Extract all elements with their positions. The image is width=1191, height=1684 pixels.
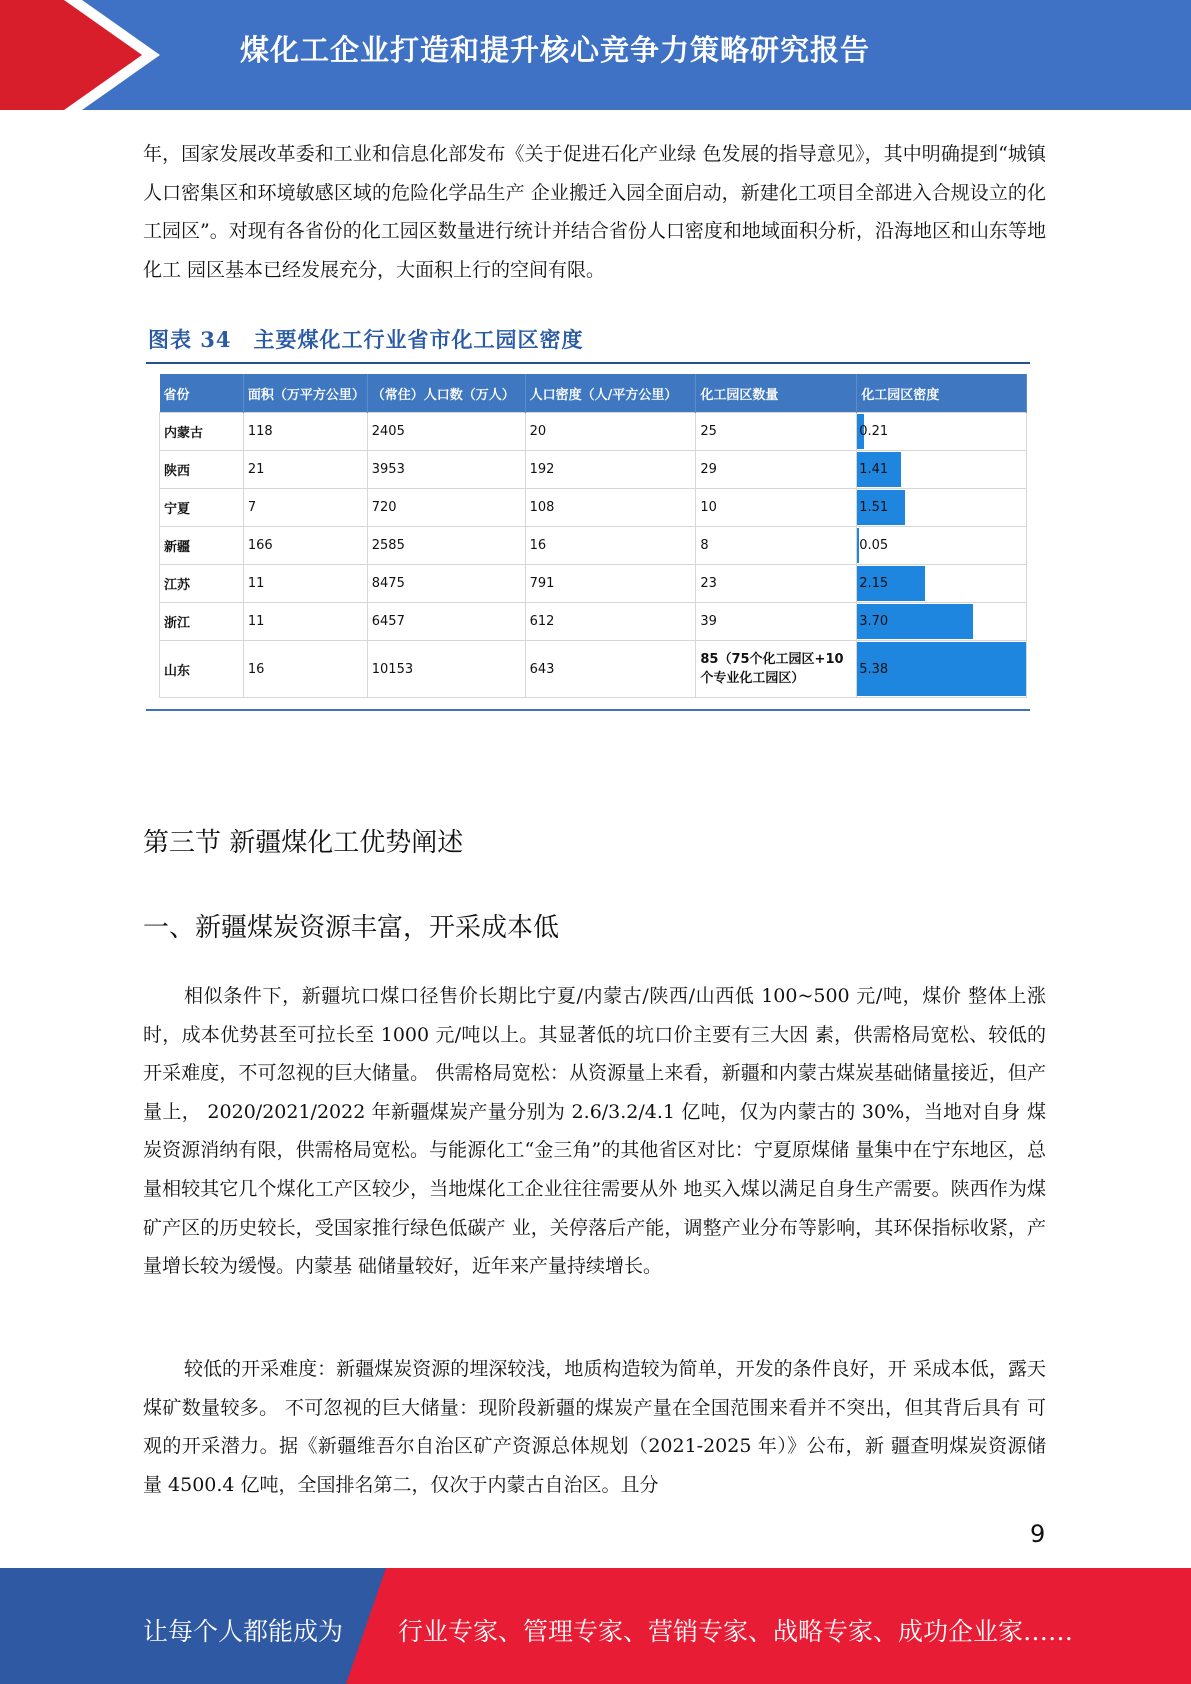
cell-area: 16 (243, 641, 367, 698)
cell-park-density (857, 489, 1027, 527)
page-number: 9 (1030, 1520, 1046, 1548)
table-row (160, 603, 1027, 641)
park-density-value: 1.41 (859, 462, 889, 477)
cell-population: 2585 (367, 527, 525, 565)
cell-parks: 25 (696, 413, 857, 451)
cell-density: 192 (525, 451, 696, 489)
footer-slogan-right: 行业专家、管理专家、营销专家、战略专家、成功企业家…… (398, 1617, 1074, 1646)
cell-park-density (857, 641, 1027, 698)
park-density-value: 0.05 (859, 538, 889, 553)
figure-title: 图表 34 主要煤化工行业省市化工园区密度 (148, 327, 584, 352)
cell-park-density (857, 527, 1027, 565)
cell-area: 11 (243, 603, 367, 641)
table-row (160, 527, 1027, 565)
table-row (160, 451, 1027, 489)
cell-density: 16 (525, 527, 696, 565)
cell-area: 11 (243, 565, 367, 603)
cell-area: 118 (243, 413, 367, 451)
figure-top-rule (146, 362, 1030, 364)
park-density-value: 2.15 (859, 576, 889, 591)
header-province: 省份 (160, 374, 244, 413)
red-chevron-decoration (0, 0, 160, 110)
table-row (160, 641, 1027, 698)
cell-parks: 23 (696, 565, 857, 603)
header-population: （常住）人口数（万人） (367, 374, 525, 413)
footer-slogan-left: 让每个人都能成为 (143, 1617, 344, 1646)
cell-area: 7 (243, 489, 367, 527)
table-row (160, 565, 1027, 603)
cell-province: 宁夏 (160, 489, 244, 527)
cell-density: 20 (525, 413, 696, 451)
cell-province: 陕西 (160, 451, 244, 489)
park-density-value: 3.70 (859, 614, 889, 629)
cell-province: 新疆 (160, 527, 244, 565)
page-header (0, 0, 1191, 110)
page-footer (0, 1568, 1191, 1684)
table-row (160, 489, 1027, 527)
intro-paragraph: 年，国家发展改革委和工业和信息化部发布《关于促进石化产业绿 色发展的指导意见》，其中明确提到“城镇人口密集区和环境敏感区域的危险化学品生产 企业搬迁入园全面启动，新建化工项目全部进入合规设立的化工园区”。对现有各省份的化工园区数量进行统计并结合省份人口密度和地域面积分析，沿海地区和山东等地化工 园区基本已经发展充分，大面积上行的空间有限。 (143, 143, 1046, 281)
table-row (160, 413, 1027, 451)
cell-park-density (857, 603, 1027, 641)
cell-park-density (857, 451, 1027, 489)
cell-population: 6457 (367, 603, 525, 641)
cell-density: 108 (525, 489, 696, 527)
header-area: 面积（万平方公里） (243, 374, 367, 413)
cell-province: 内蒙古 (160, 413, 244, 451)
body-paragraph-1: 相似条件下，新疆坑口煤口径售价长期比宁夏/内蒙古/陕西/山西低 100~500 元/吨，煤价 整体上涨时，成本优势甚至可拉长至 1000 元/吨以上。其显著低的坑口价主要有三大因 素，供需格局宽松、较低的开采难度，不可忽视的巨大储量。 供需格局宽松：从资源量上来看，新疆和内蒙古煤炭基础储量接近，但产量上， 2020/2021/2022 年新疆煤炭产量分别为 2.6/3.2/4.1 亿吨，仅为内蒙古的 30%，当地对自身 煤炭资源消纳有限，供需格局宽松。与能源化工“金三角”的其他省区对比：宁夏原煤储 量集中在宁东地区，总量相较其它几个煤化工产区较少，当地煤化工企业往往需要从外 地买入煤以满足自身生产需要。陕西作为煤矿产区的历史较长，受国家推行绿色低碳产 业，关停落后产能，调整产业分布等影响，其环保指标收紧，产量增长较为缓慢。内蒙基 础储量较好，近年来产量持续增长。 (143, 985, 1046, 1278)
section-title: 第三节 新疆煤化工优势阐述 (143, 828, 464, 858)
cell-population: 3953 (367, 451, 525, 489)
cell-parks: 10 (696, 489, 857, 527)
cell-area: 21 (243, 451, 367, 489)
cell-province: 山东 (160, 641, 244, 698)
cell-parks: 39 (696, 603, 857, 641)
cell-population: 8475 (367, 565, 525, 603)
header-parks: 化工园区数量 (696, 374, 857, 413)
cell-density: 791 (525, 565, 696, 603)
body-paragraph-2: 较低的开采难度：新疆煤炭资源的埋深较浅，地质构造较为简单，开发的条件良好，开 采成本低，露天煤矿数量较多。 不可忽视的巨大储量：现阶段新疆的煤炭产量在全国范围来看并不突出，但其背后具有 可观的开采潜力。据《新疆维吾尔自治区矿产资源总体规划（2021-2025 年）》公布，新 疆查明煤炭资源储量 4500.4 亿吨，全国排名第二，仅次于内蒙古自治区。且分 (143, 1358, 1046, 1496)
cell-density: 612 (525, 603, 696, 641)
cell-park-density (857, 565, 1027, 603)
report-title: 煤化工企业打造和提升核心竞争力策略研究报告 (240, 33, 871, 67)
cell-parks: 29 (696, 451, 857, 489)
cell-province: 江苏 (160, 565, 244, 603)
cell-population: 2405 (367, 413, 525, 451)
cell-population: 10153 (367, 641, 525, 698)
subsection-title: 一、新疆煤炭资源丰富，开采成本低 (143, 913, 560, 943)
cell-park-density (857, 413, 1027, 451)
cell-province: 浙江 (160, 603, 244, 641)
table-header-row (160, 374, 1027, 413)
park-density-value: 0.21 (859, 424, 889, 439)
park-density-value: 5.38 (859, 661, 889, 677)
park-density-value: 1.51 (859, 500, 889, 515)
cell-population: 720 (367, 489, 525, 527)
header-density: 人口密度（人/平方公里） (525, 374, 696, 413)
header-park-density: 化工园区密度 (857, 374, 1027, 413)
cell-density: 643 (525, 641, 696, 698)
park-density-table (159, 374, 1027, 698)
cell-parks: 8 (696, 527, 857, 565)
cell-parks: 85（75个化工园区+10个专业化工园区） (696, 641, 857, 698)
figure-bottom-rule (146, 709, 1030, 711)
cell-area: 166 (243, 527, 367, 565)
